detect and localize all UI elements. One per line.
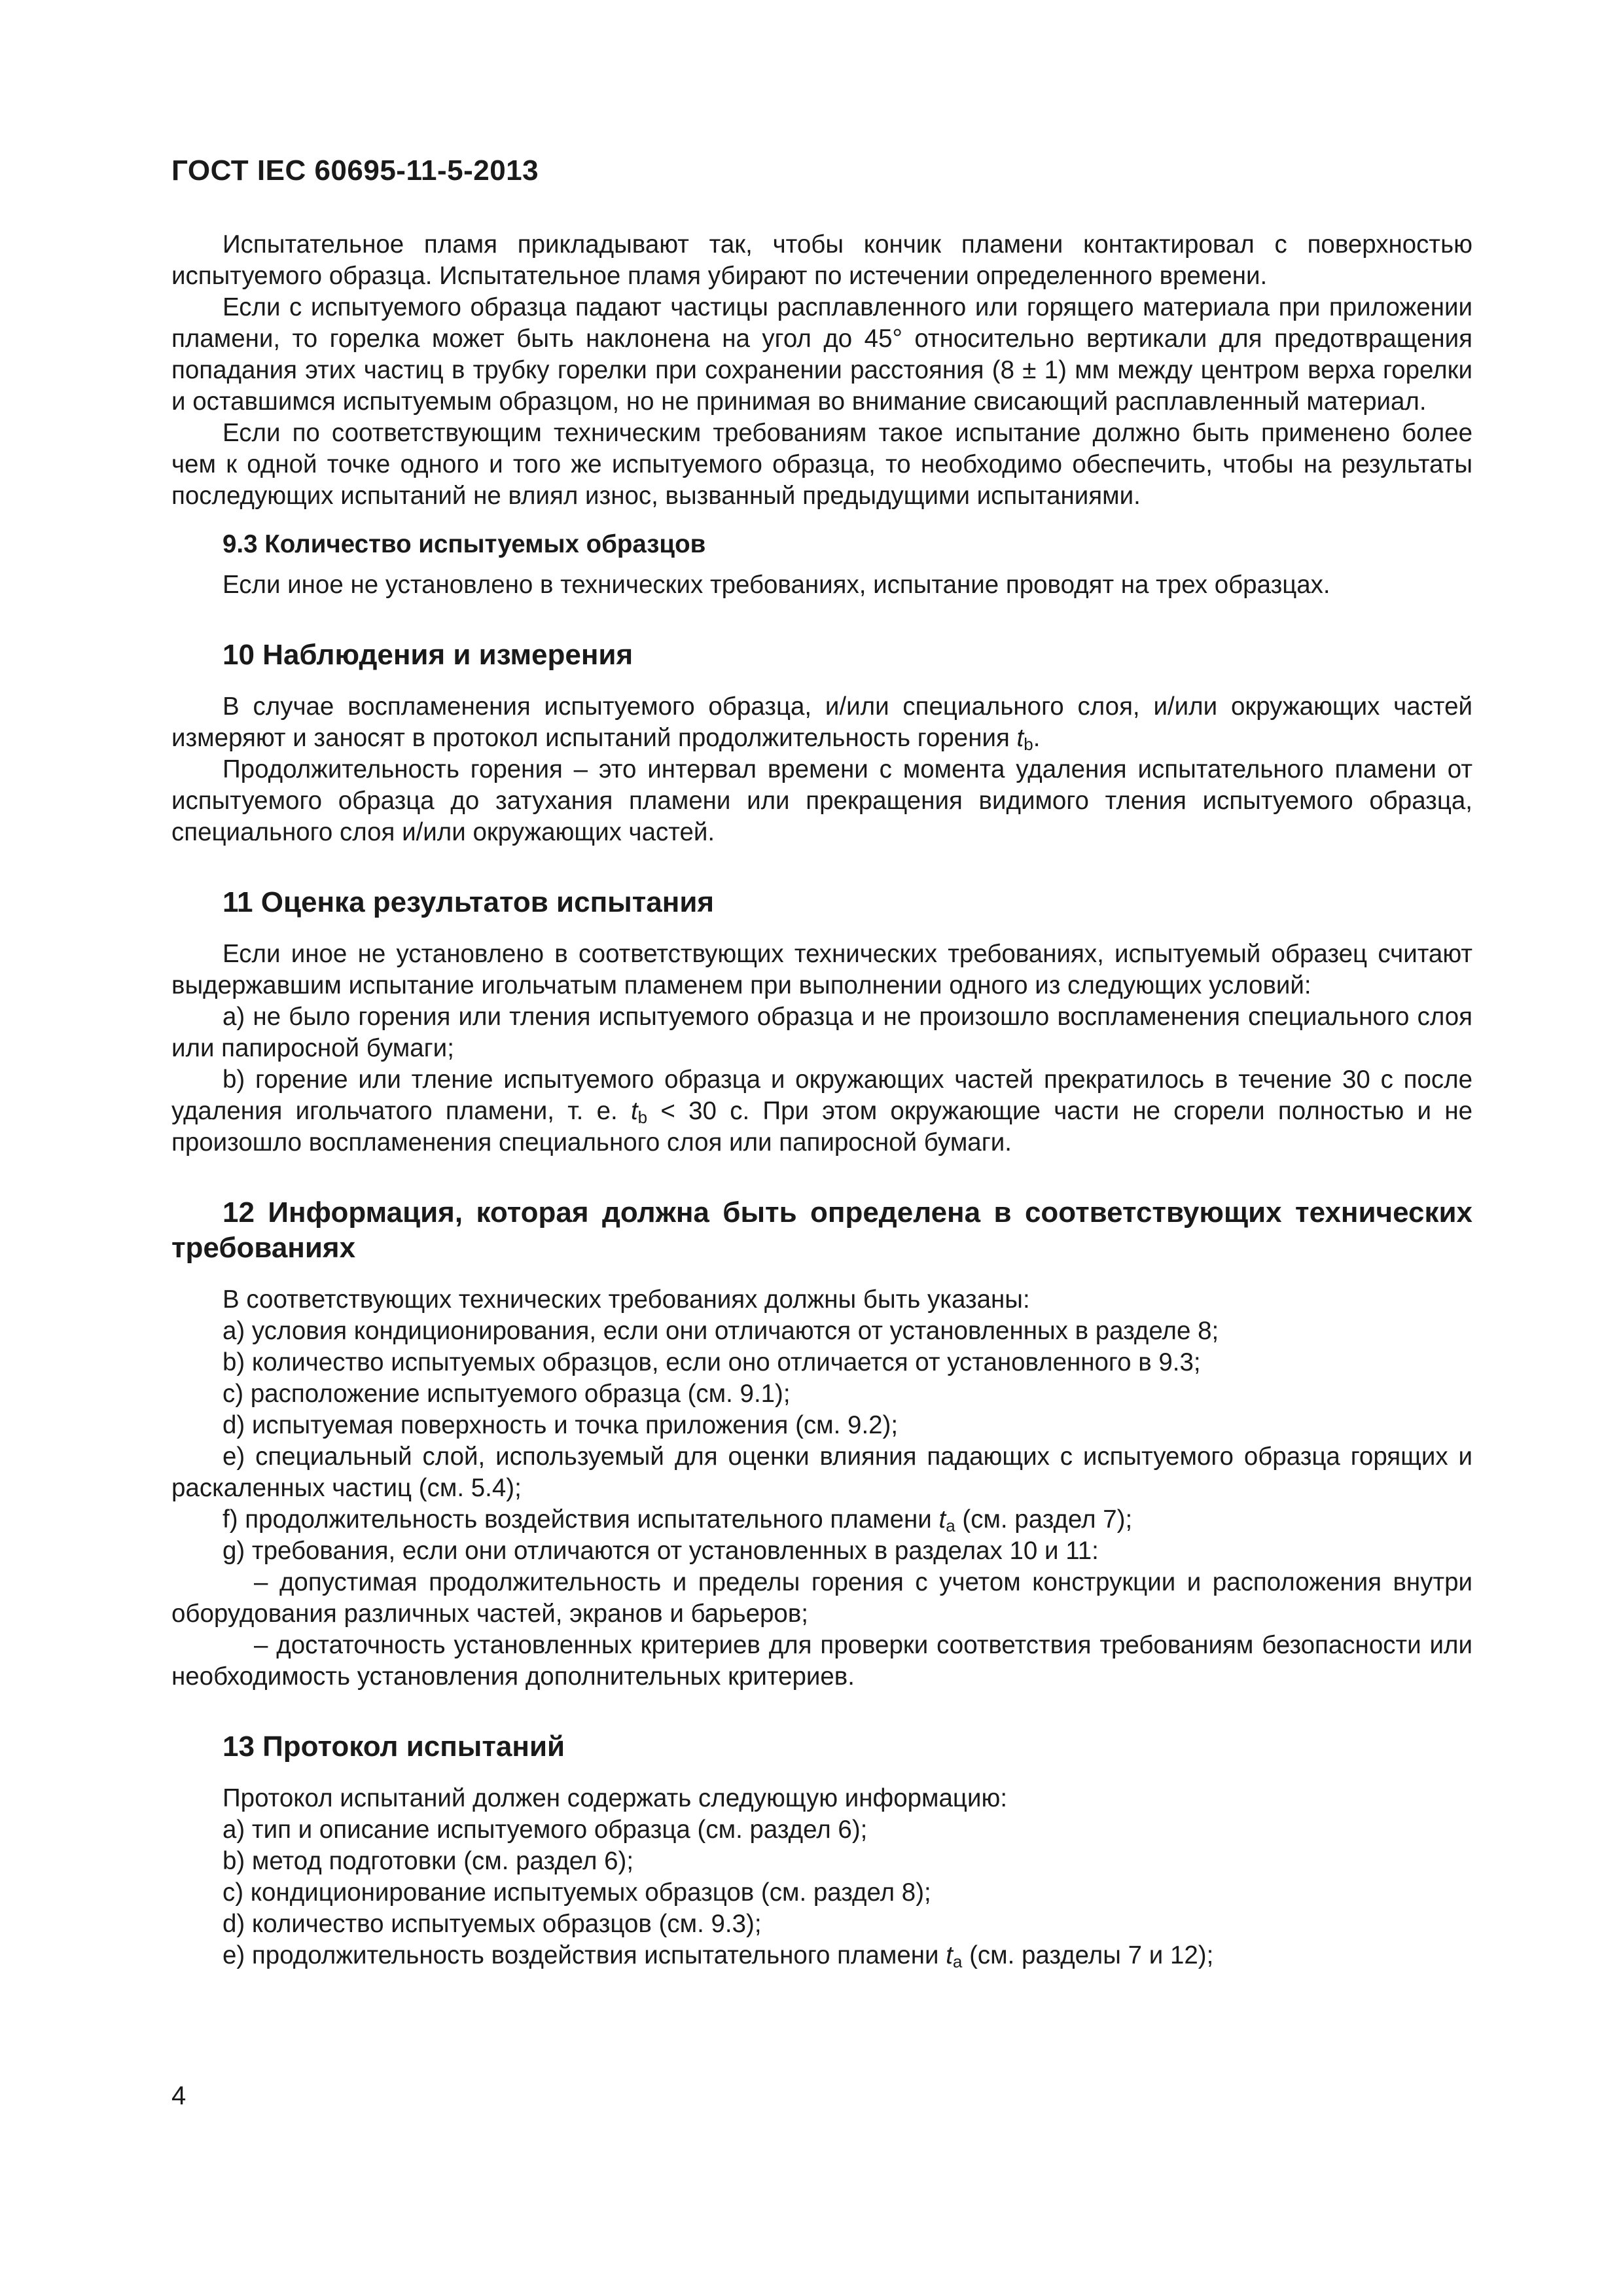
section-12-item-e: e) специальный слой, используемый для оценки влияния падающих с испытуемого образца горящих и раскаленных частиц (см. 5.4); (171, 1443, 1472, 1502)
symbol-t-variable: t (946, 1941, 953, 1969)
document-header: ГОСТ IEC 60695-11-5-2013 (171, 154, 539, 187)
section-11-item-a: a) не было горения или тления испытуемого образца и не произошло воспламенения специального слоя или папиросной бумаги; (171, 1003, 1472, 1062)
section-13-item-b: b) метод подготовки (см. раздел 6); (223, 1847, 634, 1875)
section-12-item-d: d) испытуемая поверхность и точка приложения (см. 9.2); (223, 1411, 899, 1439)
section-12-paragraph-1: В соответствующих технических требованиях должны быть указаны: (223, 1285, 1030, 1314)
section-12-item-c: c) расположение испытуемого образца (см. 9.1); (223, 1380, 791, 1408)
section-title-10: 10 Наблюдения и измерения (223, 639, 633, 671)
sentence-end: . (1033, 724, 1041, 752)
subsection-title-9-3: 9.3 Количество испытуемых образцов (223, 530, 706, 558)
section-11-paragraph-1: Если иное не установлено в соответствующих технических требованиях, испытуемый образец считают выдержавшим испытание игольчатым пламенем при выполнении одного из следующих условий: (171, 940, 1472, 999)
section-12-item-f-text: f) продолжительность воздействия испытательного пламени (223, 1505, 939, 1534)
section-13-item-a: a) тип и описание испытуемого образца (см. раздел 6); (223, 1816, 868, 1844)
section-title-13: 13 Протокол испытаний (223, 1731, 565, 1763)
intro-paragraph-3: Если по соответствующим техническим требованиям такое испытание должно быть применено более чем к одной точке одного и того же испытуемого образца, то необходимо обеспечить, чтобы на результаты последующих испытаний не влиял износ, вызванный предыдущими испытаниями. (171, 419, 1472, 510)
section-13-item-e-text: e) продолжительность воздействия испытательного пламени (223, 1941, 946, 1969)
symbol-t-variable: t (630, 1097, 638, 1125)
intro-paragraph-2: Если с испытуемого образца падают частицы расплавленного или горящего материала при приложении пламени, то горелка может быть наклонена на угол до 45° относительно вертикали для предотвращения попадания этих частиц в трубку горелки при сохранении расстояния (8 ± 1) мм между центром верха горелки и оставшимся испытуемым образцом, но не принимая во внимание свисающий расплавленный материал. (171, 293, 1472, 416)
section-10-paragraph-1-text: В случае воспламенения испытуемого образца, и/или специального слоя, и/или окружающих частей измеряют и заносят в протокол испытаний продолжительность горения (171, 692, 1472, 752)
page-number: 4 (171, 2081, 187, 2110)
intro-paragraph-1: Испытательное пламя прикладывают так, чтобы кончик пламени контактировал с поверхностью испытуемого образца. Испытательное пламя убирают по истечении определенного времени. (171, 230, 1472, 290)
section-12-dash-item-1: – допустимая продолжительность и пределы горения с учетом конструкции и расположения внутри оборудования различных частей, экранов и барьеров; (171, 1568, 1472, 1628)
subsection-9-3-paragraph: Если иное не установлено в технических требованиях, испытание проводят на трех образцах. (223, 571, 1330, 599)
symbol-subscript: a (946, 1516, 955, 1535)
section-11-item-b (171, 1064, 1472, 1158)
section-11-item-b-end: < 30 с. При этом окружающие части не сгорели полностью и не произошло воспламенения специального слоя или папиросной бумаги. (171, 1097, 1472, 1157)
section-13-item-c: c) кондиционирование испытуемых образцов (см. раздел 8); (223, 1878, 931, 1907)
symbol-subscript: b (637, 1107, 648, 1127)
section-10-paragraph-1 (171, 691, 1472, 754)
section-12-item-g: g) требования, если они отличаются от установленных в разделах 10 и 11: (223, 1537, 1099, 1565)
section-13-item-e (171, 1940, 1472, 1971)
section-13-paragraph-1: Протокол испытаний должен содержать следующую информацию: (223, 1784, 1008, 1812)
section-12-item-f-end: (см. раздел 7); (955, 1505, 1133, 1534)
symbol-subscript: b (1024, 734, 1033, 754)
section-10-paragraph-2: Продолжительность горения – это интервал времени с момента удаления испытательного пламени от испытуемого образца до затухания пламени или прекращения видимого тления испытуемого образца, специального слоя и/или окружающих частей. (171, 755, 1472, 846)
section-title-12: 12 Информация, которая должна быть определена в соответствующих технических требованиях (171, 1196, 1472, 1264)
section-13-item-d: d) количество испытуемых образцов (см. 9.3); (223, 1910, 762, 1938)
symbol-t-variable: t (1016, 724, 1024, 752)
section-title-11: 11 Оценка результатов испытания (223, 886, 715, 918)
section-11-item-b-text: b) горение или тление испытуемого образца и окружающих частей прекратилось в течение 30 с после удаления игольчатого пламени, т. е. (171, 1066, 1472, 1125)
section-12-item-b: b) количество испытуемых образцов, если оно отличается от установленного в 9.3; (223, 1348, 1201, 1376)
section-12-item-f (171, 1504, 1472, 1535)
section-12-dash-item-2: – достаточность установленных критериев для проверки соответствия требованиям безопасности или необходимость установления дополнительных критериев. (171, 1631, 1472, 1691)
symbol-subscript: a (952, 1952, 963, 1971)
symbol-t-variable: t (938, 1505, 946, 1534)
page-body (171, 229, 1472, 1971)
section-13-item-e-end: (см. разделы 7 и 12); (962, 1941, 1214, 1969)
section-12-item-a: a) условия кондиционирования, если они отличаются от установленных в разделе 8; (223, 1317, 1219, 1345)
